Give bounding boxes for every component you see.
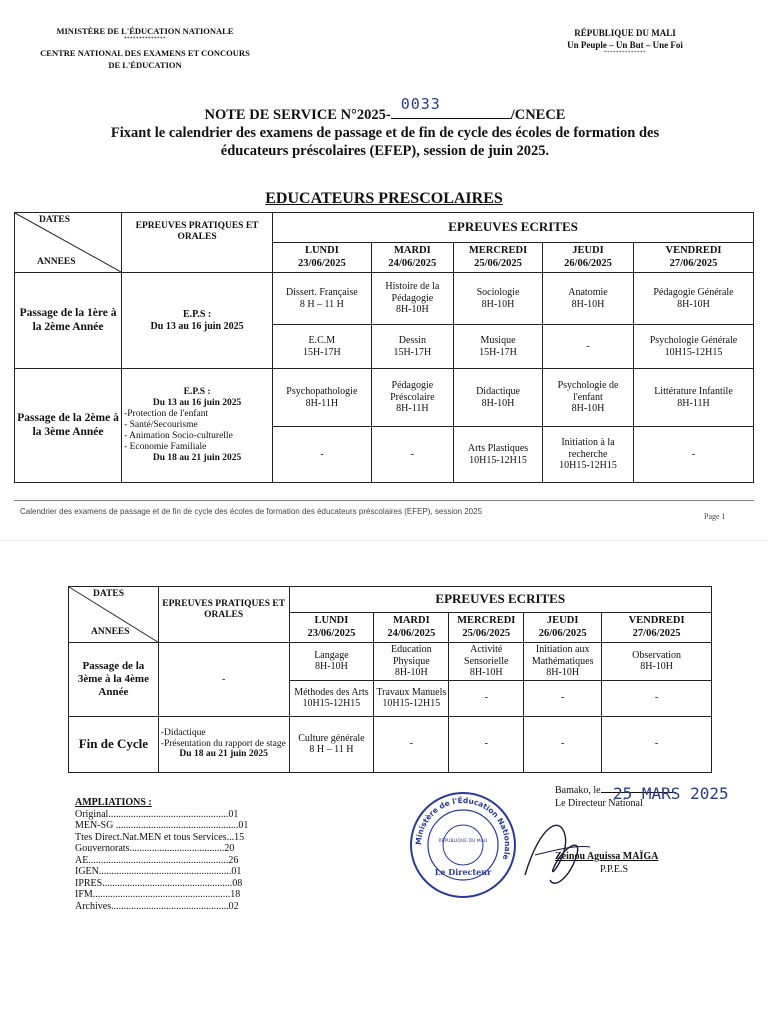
footer-rule <box>14 500 754 501</box>
exam-cell: Méthodes des Arts 10H15-12H15 <box>289 680 374 716</box>
ecrites-header-2: EPREUVES ECRITES <box>289 587 712 613</box>
seal-ring-text: Ministère de l'Éducation Nationale <box>413 795 513 861</box>
exam-cell: Education Physique 8H-10H <box>374 643 449 681</box>
day-header: MARDI 24/06/2025 <box>374 613 449 643</box>
exam-cell: Psychologie Générale 10H15-12H15 <box>634 325 754 369</box>
note-number: 0033 <box>400 95 441 113</box>
note-line2: Fixant le calendrier des examens de passage et de fin de cycle des écoles de formation des <box>110 125 660 142</box>
exam-cell: Psychopathologie 8H-11H <box>273 369 372 427</box>
exam-cell: Culture générale 8 H – 11 H <box>289 716 374 772</box>
ampliation-item: Ttes Direct.Nat.MEN et tous Services...15 <box>75 831 245 843</box>
annees-label: ANNEES <box>91 627 130 638</box>
pratiques-header-2: EPREUVES PRATIQUES ET ORALES <box>158 587 289 643</box>
ampliation-item: IGEN.....................................................01 <box>75 866 242 877</box>
ministry-header <box>20 26 270 71</box>
footer-text: Calendrier des examens de passage et de fin de cycle des écoles de formation des éducateurs préscolaires (EFEP), session 2025 <box>20 507 483 516</box>
exam-cell: - <box>602 716 712 772</box>
day-header: JEUDI 26/06/2025 <box>542 243 633 273</box>
pratiques-cell-fin: -Didactique -Présentation du rapport de stage Du 18 au 21 juin 2025 <box>158 716 289 772</box>
exam-cell: Didactique 8H-10H <box>454 369 543 427</box>
exam-cell: - <box>449 680 524 716</box>
dates-annees-header <box>15 213 122 273</box>
seal-inner-text: RÉPUBLIQUE DU MALI <box>438 839 488 844</box>
handwritten-signature-icon <box>515 805 595 895</box>
pratiques-header: EPREUVES PRATIQUES ET ORALES <box>122 213 273 273</box>
director-title: Le Directeur National <box>555 798 643 809</box>
exam-cell: Littérature Infantile 8H-11H <box>634 369 754 427</box>
dates-label: DATES <box>39 215 70 225</box>
exam-cell: Musique 15H-17H <box>454 325 543 369</box>
annees-label: ANNEES <box>37 257 76 268</box>
exam-cell: Dessin 15H-17H <box>371 325 453 369</box>
note-suffix: /CNECE <box>510 107 566 123</box>
pratiques-cell-2-3: E.P.S : Du 13 au 16 juin 2025 -Protection de l'enfant - Santé/Secourisme - Animation Socio-culturelle - Economie Familiale Du 18 au 21 juin 2025 <box>122 369 273 483</box>
ampliation-item: IFM.......................................................18 <box>75 889 241 900</box>
pratiques-cell-3-4: - <box>158 643 289 717</box>
page-separator <box>0 540 768 541</box>
day-header: LUNDI 23/06/2025 <box>289 613 374 643</box>
place-date: Bamako, le <box>555 784 676 797</box>
day-header: MERCREDI 25/06/2025 <box>449 613 524 643</box>
section-title: EDUCATEURS PRESCOLAIRES <box>265 190 503 207</box>
ampliation-item: IPRES....................................................08 <box>75 877 243 889</box>
exam-cell: - <box>524 680 602 716</box>
exam-table-2 <box>68 586 712 773</box>
republic-stars: ************** <box>604 51 646 57</box>
exam-cell: Pédagogie Générale 8H-10H <box>634 273 754 325</box>
exam-cell: - <box>371 427 453 483</box>
exam-cell: Pédagogie Préscolaire 8H-11H <box>371 369 453 427</box>
center-name-line2: DE L'ÉDUCATION <box>108 59 182 70</box>
ministry-stars: ************** <box>124 37 166 43</box>
director-name: Zeinou Aguissa MAÏGA <box>555 851 659 862</box>
exam-table-1 <box>14 212 754 483</box>
day-header: JEUDI 26/06/2025 <box>524 613 602 643</box>
seal-bottom-text: Le Directeur <box>434 867 492 877</box>
ecrites-header: EPREUVES ECRITES <box>273 213 754 243</box>
note-prefix: NOTE DE SERVICE N°2025- <box>204 107 391 123</box>
republic-motto: Un Peuple – Un But – Une Foi <box>567 39 683 50</box>
year-label-2-3: Passage de la 2ème à la 3ème Année <box>15 369 122 483</box>
ampliations-list <box>75 797 248 912</box>
ampliation-item: Gouvernorats......................................20 <box>75 843 235 854</box>
exam-cell: - <box>602 680 712 716</box>
exam-cell: - <box>374 716 449 772</box>
exam-cell: - <box>634 427 754 483</box>
center-name-line1: CENTRE NATIONAL DES EXAMENS ET CONCOURS <box>40 48 250 59</box>
exam-cell: - <box>542 325 633 369</box>
note-title <box>40 95 730 160</box>
exam-cell: Observation 8H-10H <box>602 643 712 681</box>
ampliation-item: Original................................................01 <box>75 808 239 820</box>
exam-cell: Travaux Manuels 10H15-12H15 <box>374 680 449 716</box>
pratiques-cell-1-2: E.P.S : Du 13 au 16 juin 2025 <box>122 273 273 369</box>
exam-cell: Activité Sensorielle 8H-10H <box>449 643 524 681</box>
ampliations-title: AMPLIATIONS : <box>75 797 152 808</box>
dates-label: DATES <box>93 589 124 599</box>
ampliation-item: AE........................................................26 <box>75 854 239 866</box>
exam-cell: - <box>273 427 372 483</box>
exam-cell: E.C.M 15H-17H <box>273 325 372 369</box>
year-label-1-2: Passage de la 1ère à la 2ème Année <box>15 273 122 369</box>
exam-cell: Initiation aux Mathématiques 8H-10H <box>524 643 602 681</box>
exam-cell: - <box>449 716 524 772</box>
director-rank: P.P.E.S <box>600 864 629 875</box>
year-label-fin: Fin de Cycle <box>69 716 159 772</box>
page-number: Page 1 <box>704 512 726 521</box>
ministry-name: MINISTÈRE DE L'ÉDUCATION NATIONALE <box>56 26 234 36</box>
day-header: VENDREDI 27/06/2025 <box>602 613 712 643</box>
ampliation-item: MEN-SG .................................................01 <box>75 820 249 831</box>
dates-annees-header-2 <box>69 587 159 643</box>
exam-cell: Histoire de la Pédagogie 8H-10H <box>371 273 453 325</box>
exam-cell: Langage 8H-10H <box>289 643 374 681</box>
exam-cell: Arts Plastiques 10H15-12H15 <box>454 427 543 483</box>
exam-cell: Initiation à la recherche 10H15-12H15 <box>542 427 633 483</box>
day-header: MERCREDI 25/06/2025 <box>454 243 543 273</box>
day-header: LUNDI 23/06/2025 <box>273 243 372 273</box>
exam-cell: Sociologie 8H-10H <box>454 273 543 325</box>
exam-cell: Dissert. Française 8 H – 11 H <box>273 273 372 325</box>
date-stamp: 25 MARS 2025 <box>613 784 729 803</box>
ampliation-item: Archives...............................................02 <box>75 900 239 912</box>
year-label-3-4: Passage de la 3ème à la 4ème Année <box>69 643 159 717</box>
exam-cell: Psychologie de l'enfant 8H-10H <box>542 369 633 427</box>
exam-cell: Anatomie 8H-10H <box>542 273 633 325</box>
official-seal <box>408 790 518 900</box>
note-line3: éducateurs préscolaires (EFEP), session de juin 2025. <box>220 143 550 160</box>
republic-header <box>535 28 715 58</box>
day-header: VENDREDI 27/06/2025 <box>634 243 754 273</box>
exam-cell: - <box>524 716 602 772</box>
republic-name: RÉPUBLIQUE DU MALI <box>574 28 676 38</box>
day-header: MARDI 24/06/2025 <box>371 243 453 273</box>
